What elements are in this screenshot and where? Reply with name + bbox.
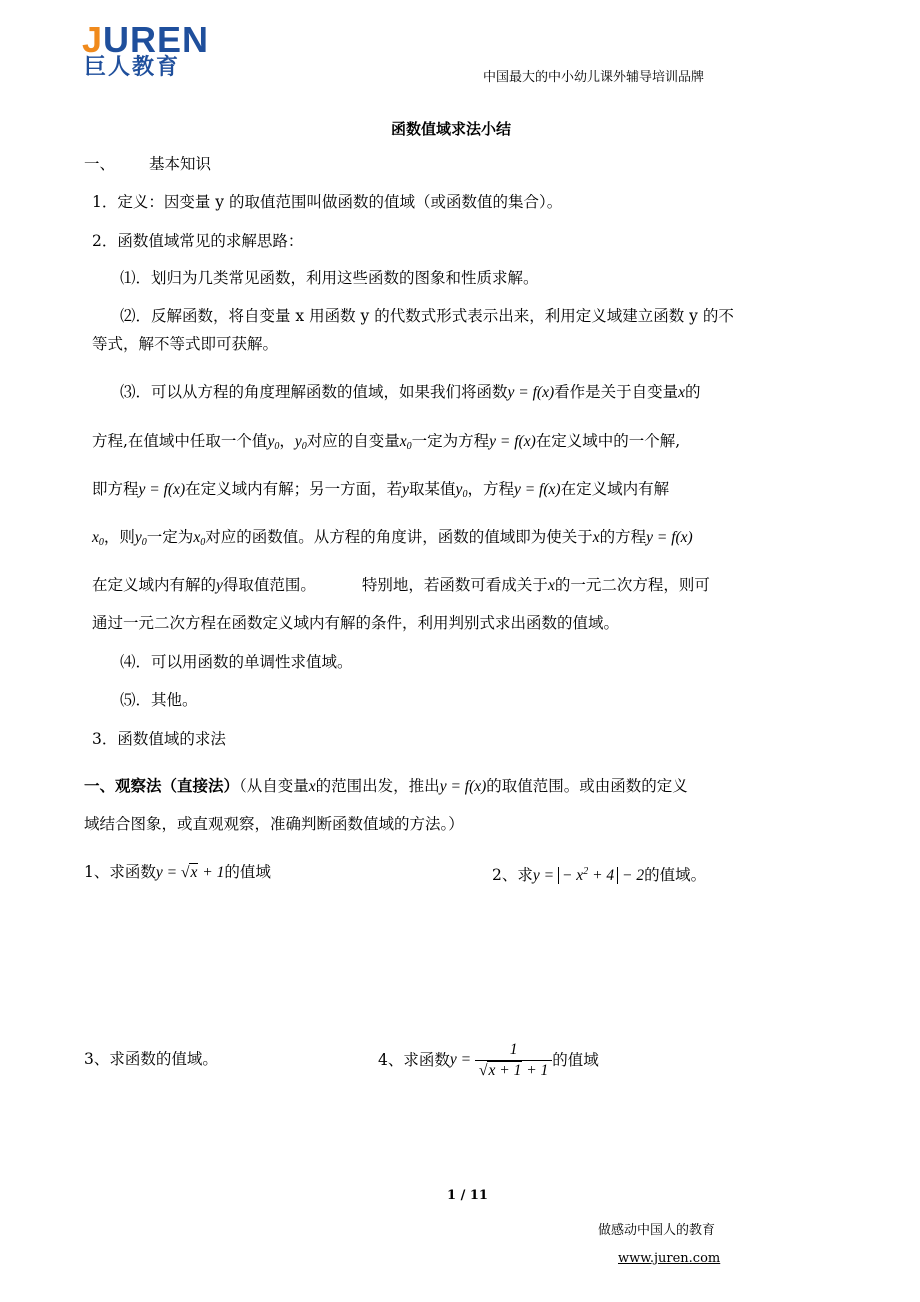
var-x: x: [547, 577, 555, 594]
var-x0: $x_0$: [399, 433, 412, 452]
formula-y-eq-fx: y = f(x): [138, 481, 186, 498]
var-x0: $x_0$: [193, 529, 206, 548]
section-1-label: 一、: [84, 155, 116, 173]
text: 即方程: [92, 480, 139, 498]
formula-e1: y = √x + 1: [155, 864, 225, 881]
var-y: y: [402, 481, 410, 498]
text: （从自变量: [239, 777, 309, 795]
text: 取某值: [409, 480, 456, 498]
approach-3-line-4: [92, 527, 693, 553]
section-1-heading: 基本知识: [149, 155, 212, 173]
text: 在定义域中的一个解,: [535, 432, 681, 450]
approach-5: ⑸．其他。: [120, 691, 198, 709]
approach-3-line-2: [92, 431, 680, 457]
var-x0: $x_0$: [92, 529, 104, 548]
formula-e4: y = $\frac{1}{√x + 1 + 1}$: [450, 1040, 552, 1081]
formula-y-eq-fx: y = f(x): [439, 778, 487, 795]
text: 2、求: [492, 866, 533, 884]
logo: [82, 19, 210, 60]
text: 的取值范围。或由函数的定义: [486, 777, 688, 795]
formula-y-eq-fx: y = f(x): [513, 481, 561, 498]
text: 的一元二次方程，则可: [554, 576, 710, 594]
method-1-title: 一、观察法（直接法）: [84, 776, 240, 795]
text: 的范围出发，推出: [315, 777, 440, 795]
text: 方程,在值域中任取一个值: [92, 432, 268, 450]
formula-e2: y = − $x^2 + 4 - 2$: [532, 866, 645, 884]
text: 1、求函数: [84, 863, 156, 881]
text: 看作是关于自变量: [554, 383, 679, 401]
approach-2-line-2: 等式，解不等式即可获解。: [92, 335, 279, 353]
text: 在定义域内有解: [560, 480, 670, 498]
var-x: x: [592, 529, 600, 546]
formula-y-eq-fx: y = f(x): [646, 529, 693, 546]
page-number: 1 / 11: [447, 1188, 488, 1203]
method-1-line-1: [84, 776, 688, 797]
text: ，则: [103, 528, 135, 546]
logo-letters: UREN: [103, 19, 210, 60]
var-y0: $y_0$: [294, 433, 307, 452]
text: 的: [685, 383, 701, 401]
text: 4、求函数: [378, 1051, 450, 1069]
text: 的值域: [552, 1051, 599, 1069]
formula-y-eq-fx: y = f(x): [489, 433, 536, 450]
approach-3-line-6: 通过一元二次方程在函数定义域内有解的条件，利用判别式求出函数的值域。: [92, 614, 620, 632]
approach-2-line-1: ⑵．反解函数，将自变量 x 用函数 y 的代数式形式表示出来，利用定义域建立函数 y 的不: [120, 307, 734, 325]
footer-slogan: 做感动中国人的教育: [598, 1223, 716, 1238]
text: 的值域: [224, 863, 271, 881]
text: 得取值范围。: [222, 576, 316, 594]
logo-chinese: 巨人教育: [84, 55, 181, 80]
var-y0: $y_0$: [134, 529, 147, 548]
text: ，方程: [467, 480, 514, 498]
text: 一定为: [146, 528, 194, 546]
var-y0: $y_0$: [455, 481, 468, 500]
approach-1: ⑴．划归为几类常见函数，利用这些函数的图象和性质求解。: [120, 269, 539, 287]
exercise-4: [378, 1036, 599, 1084]
var-y: y: [216, 577, 223, 594]
text: 的方程: [599, 528, 647, 546]
exercise-1: [84, 862, 271, 883]
text: 对应的函数值。从方程的角度讲，函数的值域即为使关于: [205, 528, 593, 546]
var-x: x: [308, 778, 316, 795]
item-definition: 1．定义：因变量 y 的取值范围叫做函数的值域（或函数值的集合）。: [92, 193, 563, 211]
approach-3-line-1: [120, 382, 701, 403]
header-tagline: 中国最大的中小幼儿课外辅导培训品牌: [483, 70, 705, 85]
text: 的值域。: [644, 866, 707, 884]
text: 一定为方程: [411, 432, 490, 450]
exercise-3: 3、求函数的值域。: [84, 1050, 218, 1068]
approach-3-line-5: [92, 575, 710, 596]
footer-website-link[interactable]: www.juren.com: [618, 1251, 721, 1266]
text: ⑶．可以从方程的角度理解函数的值域，如果我们将函数: [120, 383, 508, 401]
item-methods: 3．函数值域的求法: [92, 730, 226, 748]
text: 特别地，若函数可看成关于: [361, 576, 548, 594]
approach-4: ⑷．可以用函数的单调性求值域。: [120, 653, 353, 671]
text: 在定义域内有解；另一方面，若: [185, 480, 403, 498]
text: 对应的自变量: [306, 432, 400, 450]
approach-3-line-3: [92, 479, 669, 505]
logo-letter-j: J: [82, 19, 104, 60]
text: 在定义域内有解的: [92, 576, 217, 594]
item-approaches: 2．函数值域常见的求解思路：: [92, 232, 304, 250]
document-title: 函数值域求法小结: [391, 120, 512, 138]
var-x: x: [678, 384, 686, 401]
var-y0: $y_0$: [267, 433, 280, 452]
formula-y-eq-fx: y = f(x): [507, 384, 555, 401]
method-1-line-2: 域结合图象，或直观观察，准确判断函数值域的方法。）: [84, 815, 464, 833]
text: ，: [279, 432, 295, 450]
exercise-2: [492, 862, 706, 886]
